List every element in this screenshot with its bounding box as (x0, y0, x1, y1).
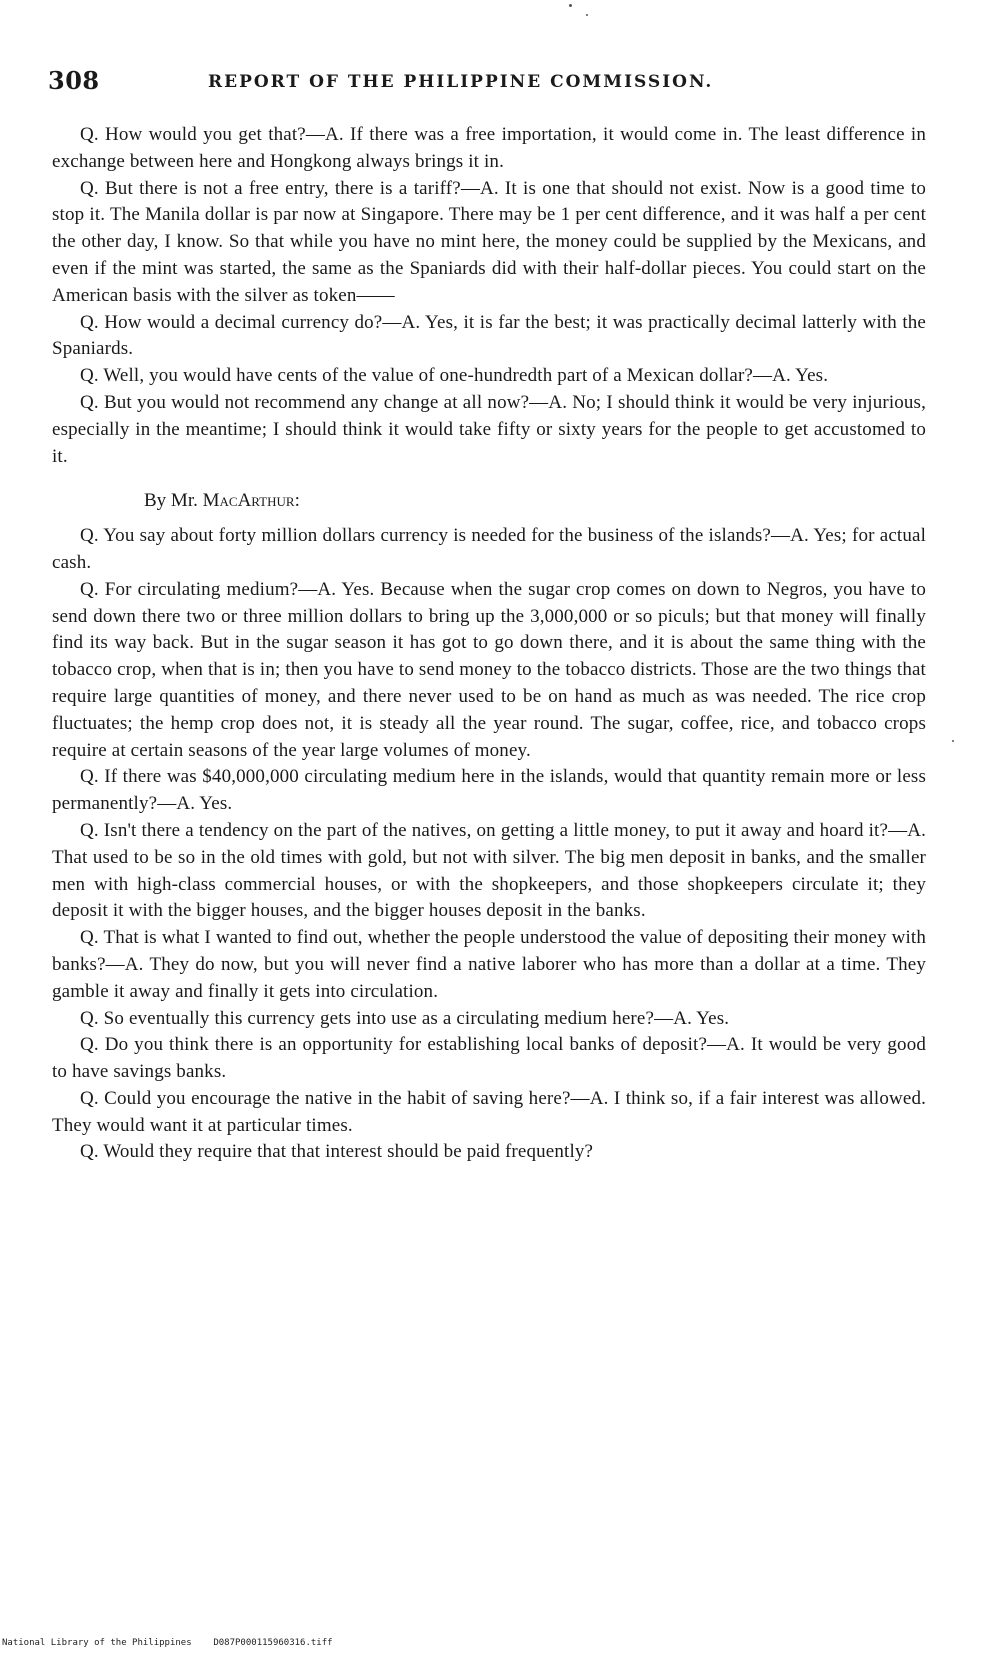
scan-speck (586, 14, 588, 16)
footer-source: National Library of the Philippines (2, 1638, 192, 1648)
paragraph: Q. Could you encourage the native in the habit of saving here?—A. I think so, if a fair interest was allowed. They would want it at particular times. (52, 1087, 926, 1136)
page-number: 308 (48, 66, 100, 95)
paragraph: Q. Would they require that that interest should be paid frequently? (80, 1141, 594, 1163)
paragraph: Q. So eventually this currency gets into use as a circulating medium here?—A. Yes. (80, 1007, 730, 1029)
paragraph: Q. But there is not a free entry, there is a tariff?—A. It is one that should not exist. Now is a good time to stop it. The Manila dollar is par now at Singapore. There may be 1 per cent difference, and it was half a per cent the other day, I know. So that while you have no mint here, the money could be supplied by the Mexicans, and even if the mint was started, the same as the Spaniards did with their half-dollar pieces. You could start on the American basis with the silver as token—— (52, 177, 926, 306)
paragraph: Q. That is what I wanted to find out, whether the people understood the value of depositing their money with banks?—A. They do now, but you will never find a native laborer who has more than a dollar at a time. They gamble it away and finally it gets into circulation. (52, 927, 926, 1002)
paragraph: Q. Do you think there is an opportunity for establishing local banks of deposit?—A. It would be very good to have savings banks. (52, 1034, 926, 1083)
scan-speck (569, 4, 572, 7)
footer-file: D087P000115960316.tiff (213, 1638, 333, 1648)
scan-footer (2, 1638, 333, 1648)
scan-speck (952, 740, 954, 742)
paragraph: Q. For circulating medium?—A. Yes. Because when the sugar crop comes on down to Negros, you have to send down there two or three million dollars to bring up the 3,000,000 or so piculs; but that money will finally find its way back. But in the sugar season it has got to go down there, and it is about the same thing with the tobacco crop, when that is in; then you have to send money to the tobacco districts. Those are the two things that require large quantities of money, and there never used to be on hand as much as was needed. The rice crop fluctuates; the hemp crop does not, it is steady all the year round. The sugar, coffee, rice, and tobacco crops require at certain seasons of the year large volumes of money. (52, 578, 926, 761)
paragraph: Q. Well, you would have cents of the value of one-hundredth part of a Mexican dollar?—A. Yes. (80, 365, 829, 387)
running-head: REPORT OF THE PHILIPPINE COMMISSION. (208, 72, 714, 92)
paragraph: Q. You say about forty million dollars currency is needed for the business of the islands?—A. Yes; for actual cash. (52, 525, 926, 573)
speaker-heading (52, 488, 926, 515)
body-text (52, 122, 926, 1166)
speaker-prefix: By Mr. (144, 490, 203, 512)
speaker-name: MacArthur (202, 490, 295, 512)
paragraph: Q. How would a decimal currency do?—A. Yes, it is far the best; it was practically decimal latterly with the Spaniards. (52, 311, 926, 360)
paragraph: Q. How would you get that?—A. If there was a free importation, it would come in. The least difference in exchange between here and Hongkong always brings it in. (52, 124, 926, 172)
paragraph: Q. If there was $40,000,000 circulating medium here in the islands, would that quantity remain more or less permanently?—A. Yes. (52, 766, 926, 815)
page-header (48, 66, 928, 106)
paragraph: Q. Isn't there a tendency on the part of the natives, on getting a little money, to put it away and hoard it?—A. That used to be so in the old times with gold, but not with silver. The big men deposit in banks, and the smaller men with high-class commercial houses, or with the shopkeepers, and those shopkeepers circulate it; they deposit it with the bigger houses, and the bigger houses deposit in the banks. (52, 819, 926, 922)
paragraph: Q. But you would not recommend any change at all now?—A. No; I should think it would be very injurious, especially in the meantime; I should think it would take fifty or sixty years for the people to get accustomed to it. (52, 391, 926, 467)
speaker-suffix: : (294, 490, 300, 512)
